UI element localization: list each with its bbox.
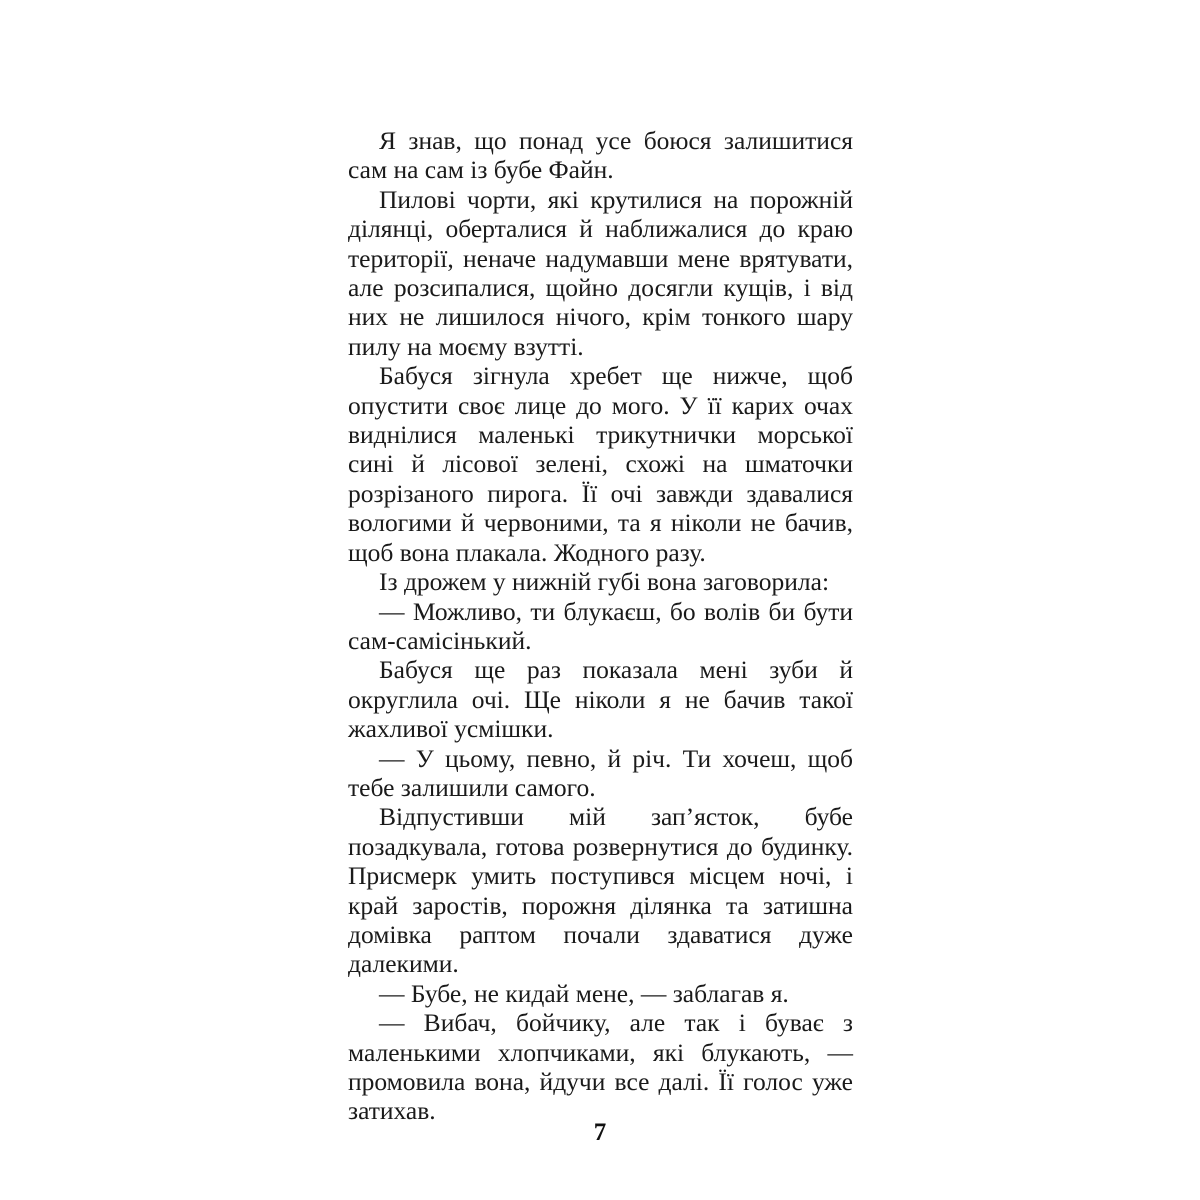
page-number: 7 bbox=[593, 1119, 607, 1146]
paragraph: Із дрожем у нижній губі вона заговорила: bbox=[379, 567, 830, 597]
paragraph: — Бубе, не кидай мене, — заблагав я. bbox=[379, 978, 789, 1008]
paragraph: — Можливо, ти блукаєш, бо волів би бути сам-самісінький. bbox=[348, 596, 853, 655]
paragraph: Бабуся ще раз показала мені зуби й округлила очі. Ще ніколи я не бачив такої жахливої усмішки. bbox=[348, 655, 853, 744]
paragraph: Я знав, що понад усе боюся залишитися сам на сам із бубе Файн. bbox=[348, 126, 853, 185]
paragraph: — Вибач, бойчику, але так і буває з маленькими хлопчиками, які блукають, — промовила вона, йдучи все далі. Її голос уже затихав. bbox=[348, 1008, 853, 1126]
paragraph: Відпустивши мій зап’ясток, бубе позадкувала, готова розвернутися до будинку. Присмерк умить поступився місцем ночі, і край заростів, порожня ділянка та затишна домівка раптом почали здаватися дуже далекими. bbox=[348, 802, 853, 979]
body-text bbox=[348, 126, 853, 1126]
paragraph: Бабуся зігнула хребет ще нижче, щоб опустити своє лице до мого. У її карих очах виднілися маленькі трикутнички морської сині й лісової зелені, схожі на шматочки розрізаного пирога. Її очі завжди здавалися вологими й червоними, та я ніколи не бачив, щоб вона плакала. Жодного разу. bbox=[348, 361, 853, 567]
paragraph: — У цьому, певно, й річ. Ти хочеш, щоб тебе залишили самого. bbox=[348, 743, 853, 802]
paragraph: Пилові чорти, які крутилися на порожній ділянці, оберталися й наближалися до краю території, неначе надумавши мене врятувати, але розсипалися, щойно досягли кущів, і від них не лишилося нічого, крім тонкого шару пилу на моєму взутті. bbox=[348, 184, 853, 361]
